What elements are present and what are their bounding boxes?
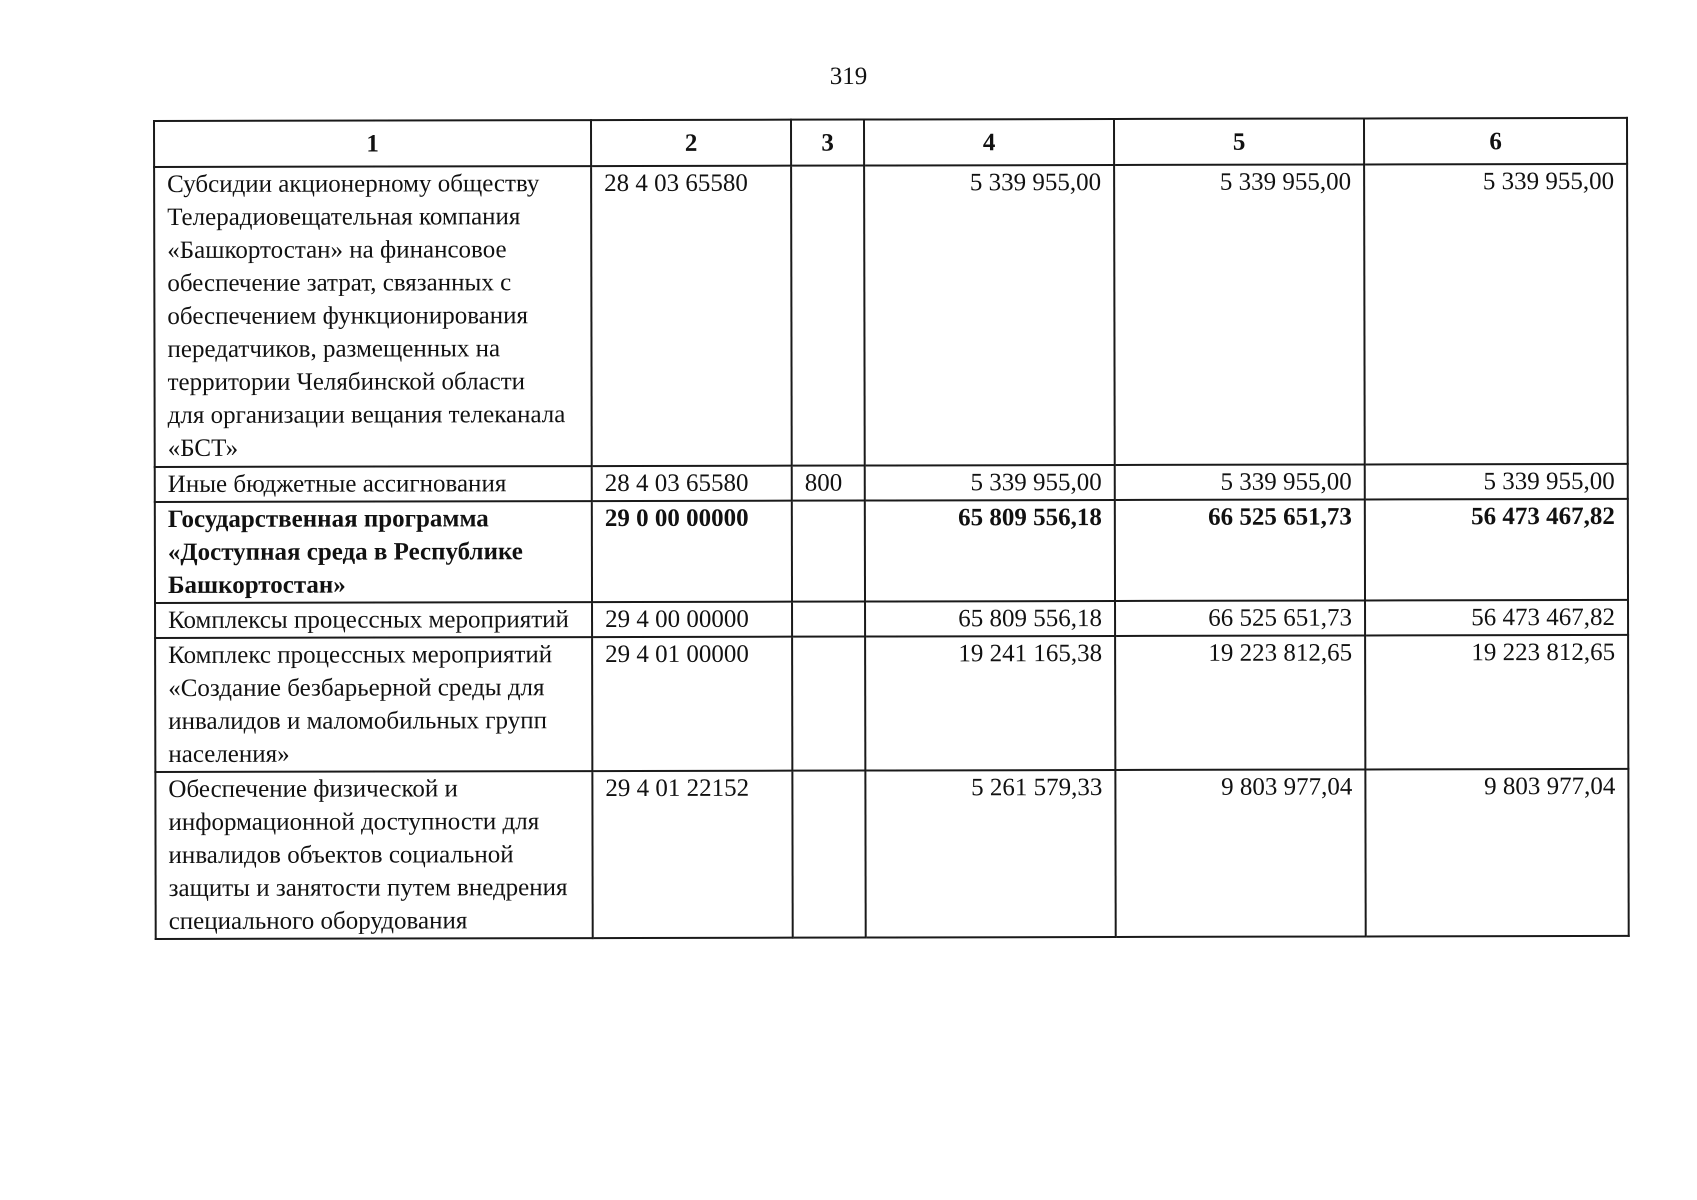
row-amount-col6: 5 339 955,00 [1365,464,1628,500]
header-col-5: 5 [1114,118,1364,165]
row-amount-col5: 5 339 955,00 [1114,164,1365,465]
row-expense-type [791,166,865,466]
row-amount-col5: 5 339 955,00 [1115,464,1365,500]
table-row [155,464,1628,502]
row-amount-col4: 19 241 165,38 [865,636,1115,771]
table-row-program [155,499,1628,603]
row-name: Комплекс процессных мероприятий «Создание безбарьерной среды для инвалидов и маломобильных групп населения» [155,637,592,772]
row-expense-type: 800 [792,466,865,501]
row-expense-type [792,602,865,637]
row-amount-col5: 9 803 977,04 [1115,769,1365,937]
row-amount-col4: 65 809 556,18 [865,500,1115,602]
row-code: 29 0 00 00000 [592,501,792,602]
row-amount-col4: 65 809 556,18 [865,601,1115,637]
page-number: 319 [829,63,868,90]
header-row [154,118,1627,167]
header-col-1: 1 [154,120,591,167]
row-code: 28 4 03 65580 [592,466,792,501]
row-code: 29 4 00 00000 [592,602,792,637]
table-row [155,635,1628,772]
row-amount-col5: 19 223 812,65 [1115,635,1365,770]
row-amount-col4: 5 339 955,00 [865,465,1115,501]
row-amount-col6: 9 803 977,04 [1365,769,1628,937]
row-amount-col6: 56 473 467,82 [1365,600,1628,636]
budget-table [153,117,1630,940]
row-expense-type [792,501,865,602]
header-col-3: 3 [791,120,864,166]
row-name: Государственная программа «Доступная среда в Республике Башкортостан» [155,501,592,603]
row-name: Субсидии акционерному обществу Телерадиовещательная компания «Башкортостан» на финансовое обеспечение затрат, связанных с обеспечением функционирования передатчиков, размещенных на территории Челябинской области для организации вещания телеканала «БСТ» [154,166,592,467]
header-col-2: 2 [591,120,791,166]
row-amount-col6: 5 339 955,00 [1364,164,1628,465]
row-code: 28 4 03 65580 [591,166,792,466]
header-col-6: 6 [1364,118,1627,165]
table-row [155,769,1628,939]
table-row [155,600,1628,638]
row-code: 29 4 01 00000 [592,637,792,771]
row-expense-type [792,637,865,771]
row-name: Комплексы процессных мероприятий [155,602,592,638]
row-amount-col4: 5 261 579,33 [865,770,1115,938]
row-amount-col6: 56 473 467,82 [1365,499,1628,601]
row-expense-type [792,771,865,938]
header-col-4: 4 [864,119,1114,166]
row-amount-col4: 5 339 955,00 [864,165,1115,466]
row-amount-col6: 19 223 812,65 [1365,635,1628,770]
row-amount-col5: 66 525 651,73 [1115,600,1365,636]
row-name: Иные бюджетные ассигнования [155,466,592,502]
table-row [154,164,1628,467]
row-code: 29 4 01 22152 [592,771,792,938]
row-amount-col5: 66 525 651,73 [1115,499,1365,601]
row-name: Обеспечение физической и информационной доступности для инвалидов объектов социальной защиты и занятости путем внедрения специального оборудования [155,771,592,939]
